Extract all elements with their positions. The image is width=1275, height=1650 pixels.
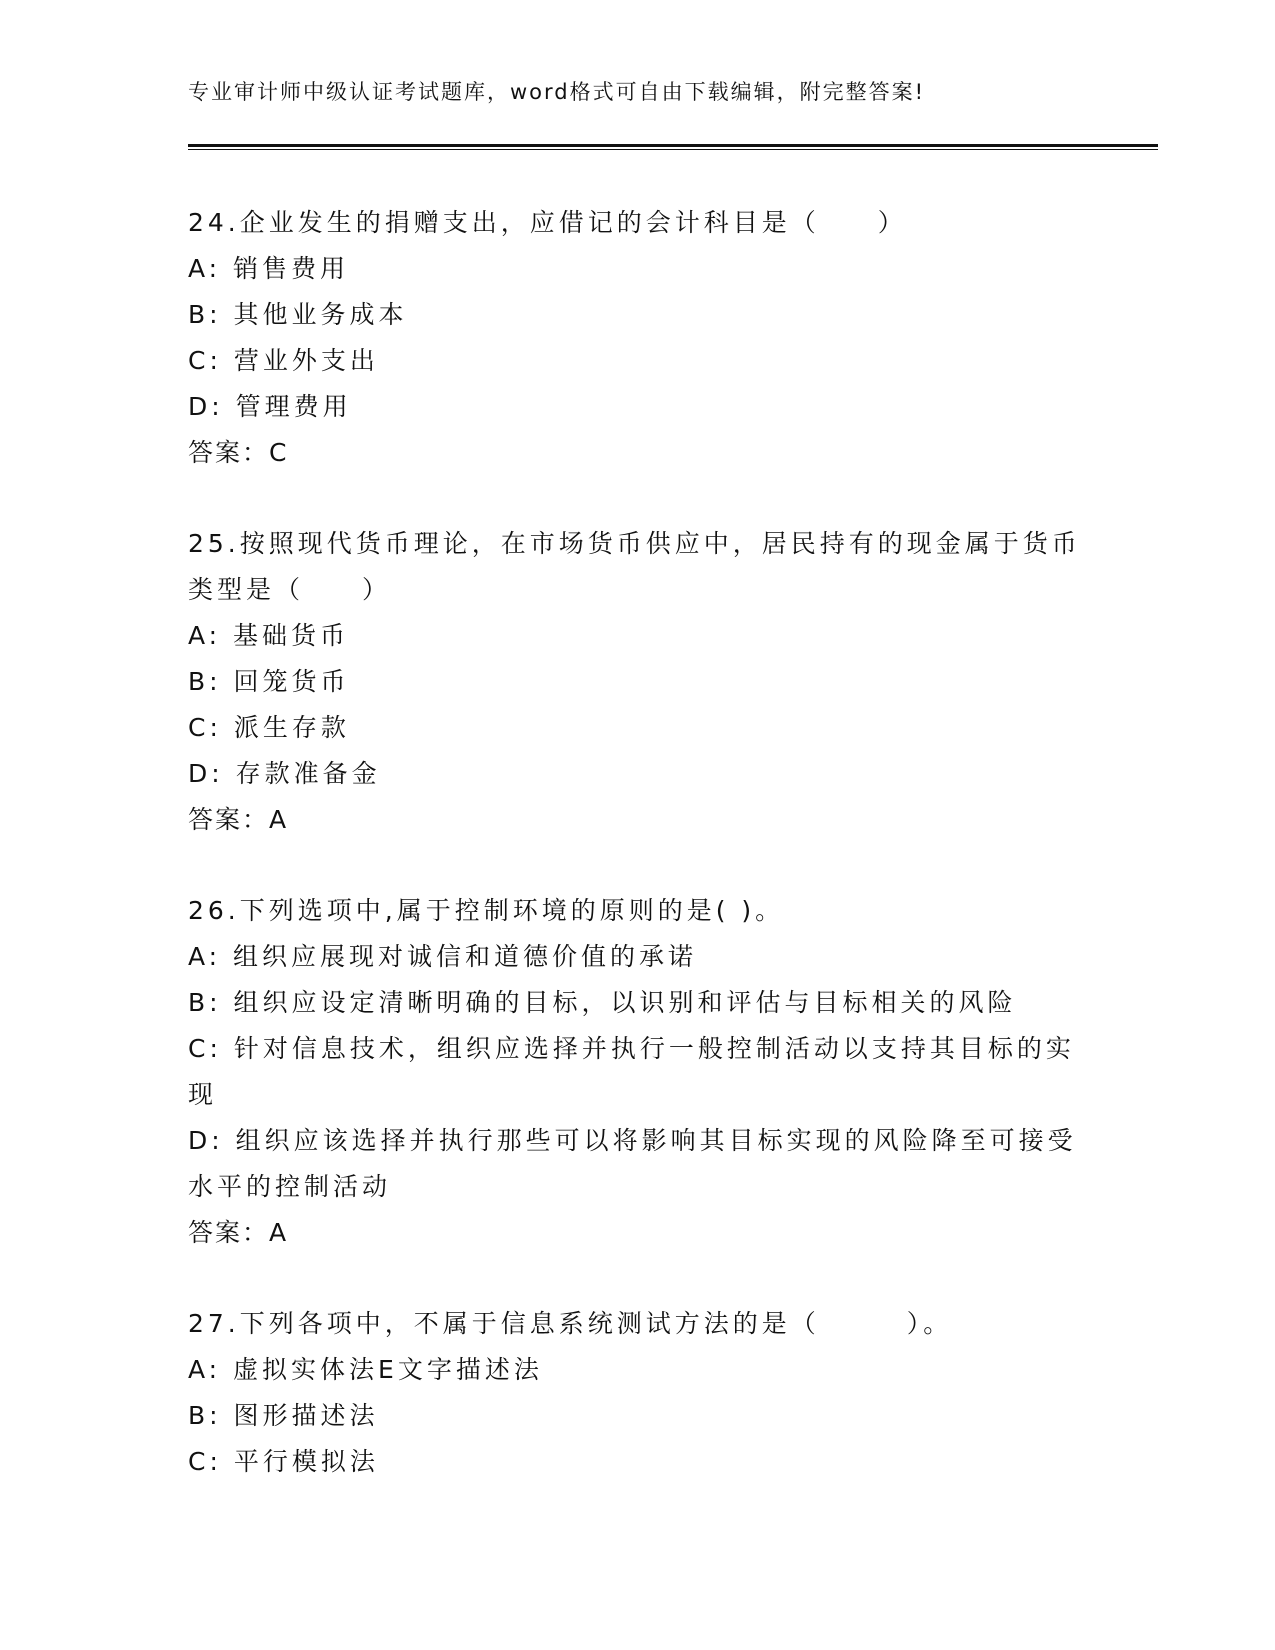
option-a: A: 销售费用 xyxy=(188,254,350,283)
option-d: D: 存款准备金 xyxy=(188,759,381,788)
option-b: B: 其他业务成本 xyxy=(188,300,408,329)
option-c: C: 平行模拟法 xyxy=(188,1447,379,1476)
option-b: B: 组织应设定清晰明确的目标，以识别和评估与目标相关的风险 xyxy=(188,988,1017,1017)
question-stem: 26.下列选项中,属于控制环境的原则的是( )。 xyxy=(188,896,785,925)
option-c: C: 针对信息技术，组织应选择并执行一般控制活动以支持其目标的实现 xyxy=(188,1034,1075,1109)
question-26 xyxy=(188,888,1088,1256)
option-a: A: 虚拟实体法E文字描述法 xyxy=(188,1355,543,1384)
option-d: D: 组织应该选择并执行那些可以将影响其目标实现的风险降至可接受水平的控制活动 xyxy=(188,1126,1077,1201)
option-b: B: 回笼货币 xyxy=(188,667,350,696)
question-stem: 24.企业发生的捐赠支出，应借记的会计科目是（ ） xyxy=(188,208,907,237)
question-stem: 27.下列各项中，不属于信息系统测试方法的是（ ）。 xyxy=(188,1309,953,1338)
option-d: D: 管理费用 xyxy=(188,392,352,421)
question-24 xyxy=(188,200,1088,476)
page-header: 专业审计师中级认证考试题库，word格式可自由下载编辑，附完整答案! xyxy=(188,80,926,104)
option-a: A: 基础货币 xyxy=(188,621,350,650)
question-27 xyxy=(188,1301,1088,1485)
answer-line: 答案：A xyxy=(188,805,289,834)
option-b: B: 图形描述法 xyxy=(188,1401,379,1430)
option-c: C: 营业外支出 xyxy=(188,346,379,375)
option-c: C: 派生存款 xyxy=(188,713,350,742)
question-list xyxy=(188,200,1088,1530)
question-stem: 25.按照现代货币理论，在市场货币供应中，居民持有的现金属于货币类型是（ ） xyxy=(188,529,1081,604)
answer-line: 答案：A xyxy=(188,1218,289,1247)
question-25 xyxy=(188,521,1088,843)
header-divider xyxy=(188,144,1158,150)
answer-line: 答案：C xyxy=(188,438,289,467)
option-a: A: 组织应展现对诚信和道德价值的承诺 xyxy=(188,942,698,971)
